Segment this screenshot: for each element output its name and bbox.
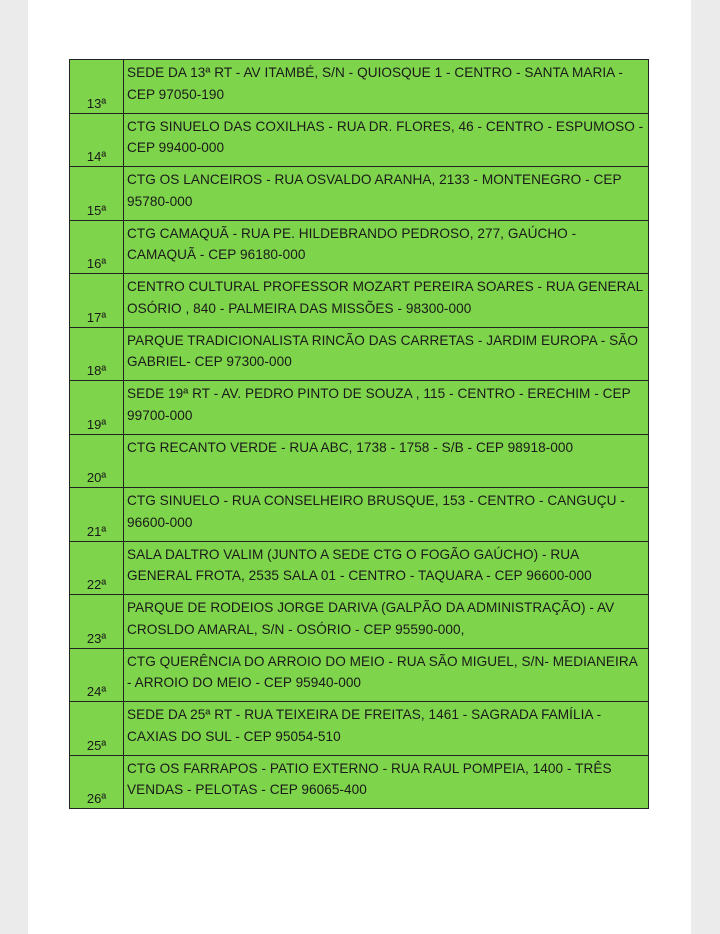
table-row: [70, 274, 649, 328]
region-address: CTG RECANTO VERDE - RUA ABC, 1738 - 1758 - S/B - CEP 98918-000: [124, 434, 649, 488]
table-row: [70, 220, 649, 274]
region-number: 19ª: [70, 381, 124, 435]
region-address: SEDE DA 25ª RT - RUA TEIXEIRA DE FREITAS, 1461 - SAGRADA FAMÍLIA - CAXIAS DO SUL - CEP 95054-510: [124, 702, 649, 756]
region-number: 26ª: [70, 755, 124, 809]
region-number: 16ª: [70, 220, 124, 274]
region-number: 23ª: [70, 595, 124, 649]
region-address: CTG QUERÊNCIA DO ARROIO DO MEIO - RUA SÃO MIGUEL, S/N- MEDIANEIRA - ARROIO DO MEIO - CEP 95940-000: [124, 648, 649, 702]
table-row: [70, 702, 649, 756]
region-address: PARQUE DE RODEIOS JORGE DARIVA (GALPÃO DA ADMINISTRAÇÃO) - AV CROSLDO AMARAL, S/N - OSÓRIO - CEP 95590-000,: [124, 595, 649, 649]
region-address: SEDE 19ª RT - AV. PEDRO PINTO DE SOUZA , 115 - CENTRO - ERECHIM - CEP 99700-000: [124, 381, 649, 435]
regions-address-table: [69, 59, 649, 809]
table-row: [70, 327, 649, 381]
table-row: [70, 60, 649, 114]
region-number: 13ª: [70, 60, 124, 114]
region-address: PARQUE TRADICIONALISTA RINCÃO DAS CARRETAS - JARDIM EUROPA - SÃO GABRIEL- CEP 97300-000: [124, 327, 649, 381]
region-address: SALA DALTRO VALIM (JUNTO A SEDE CTG O FOGÃO GAÚCHO) - RUA GENERAL FROTA, 2535 SALA 01 - CENTRO - TAQUARA - CEP 96600-000: [124, 541, 649, 595]
table-row: [70, 381, 649, 435]
table-row: [70, 755, 649, 809]
region-address: CTG SINUELO - RUA CONSELHEIRO BRUSQUE, 153 - CENTRO - CANGUÇU - 96600-000: [124, 488, 649, 542]
region-number: 22ª: [70, 541, 124, 595]
table-row: [70, 113, 649, 167]
region-number: 25ª: [70, 702, 124, 756]
region-number: 15ª: [70, 167, 124, 221]
document-page: [28, 0, 691, 934]
table-row: [70, 167, 649, 221]
region-address: CTG SINUELO DAS COXILHAS - RUA DR. FLORES, 46 - CENTRO - ESPUMOSO - CEP 99400-000: [124, 113, 649, 167]
region-address: CTG OS LANCEIROS - RUA OSVALDO ARANHA, 2133 - MONTENEGRO - CEP 95780-000: [124, 167, 649, 221]
table-row: [70, 595, 649, 649]
region-address: CENTRO CULTURAL PROFESSOR MOZART PEREIRA SOARES - RUA GENERAL OSÓRIO , 840 - PALMEIRA DAS MISSÕES - 98300-000: [124, 274, 649, 328]
table-row: [70, 434, 649, 488]
region-number: 21ª: [70, 488, 124, 542]
table-row: [70, 648, 649, 702]
region-number: 14ª: [70, 113, 124, 167]
region-address: CTG OS FARRAPOS - PATIO EXTERNO - RUA RAUL POMPEIA, 1400 - TRÊS VENDAS - PELOTAS - CEP 96065-400: [124, 755, 649, 809]
region-address: SEDE DA 13ª RT - AV ITAMBÉ, S/N - QUIOSQUE 1 - CENTRO - SANTA MARIA - CEP 97050-190: [124, 60, 649, 114]
table-row: [70, 541, 649, 595]
region-number: 18ª: [70, 327, 124, 381]
table-row: [70, 488, 649, 542]
region-number: 17ª: [70, 274, 124, 328]
region-number: 20ª: [70, 434, 124, 488]
region-address: CTG CAMAQUÃ - RUA PE. HILDEBRANDO PEDROSO, 277, GAÚCHO - CAMAQUÃ - CEP 96180-000: [124, 220, 649, 274]
region-number: 24ª: [70, 648, 124, 702]
